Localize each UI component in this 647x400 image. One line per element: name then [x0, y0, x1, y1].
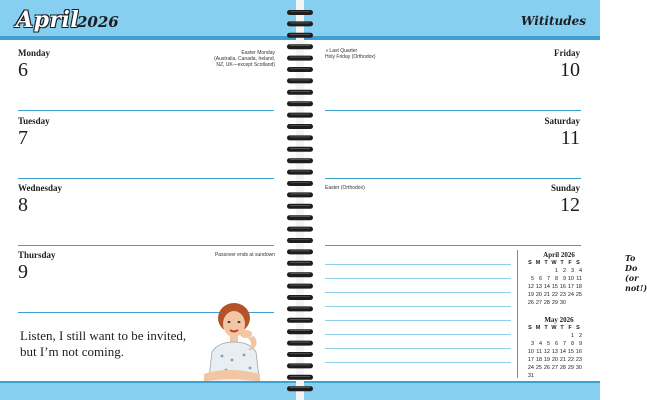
note-thursday: Passover ends at sundown — [214, 252, 275, 258]
spiral-ring — [287, 329, 313, 334]
spiral-binding — [284, 0, 316, 400]
calendar-day — [534, 373, 542, 380]
calendar-day: 9 — [578, 341, 582, 347]
note-monday: Easter Monday (Australia, Canada, Ireland, NZ, UK—except Scotland) — [214, 50, 275, 68]
calendar-day — [534, 333, 542, 340]
day-name-saturday: Saturday — [544, 116, 580, 126]
spiral-ring — [287, 249, 313, 254]
calendar-day: 10 — [567, 276, 574, 282]
day-number-saturday: 11 — [560, 127, 580, 149]
mini-calendar-title-april: April 2026 — [543, 251, 575, 259]
footer-band — [300, 381, 600, 400]
calendar-day: 4 — [578, 268, 582, 274]
weekday-header: T — [560, 325, 564, 331]
calendar-day: 14 — [559, 349, 566, 355]
weekday-header: T — [560, 260, 564, 266]
day-name-sunday: Sunday — [550, 183, 580, 193]
spiral-ring — [287, 386, 313, 391]
day-number-wednesday: 8 — [18, 194, 28, 216]
calendar-day — [574, 373, 582, 380]
calendar-day: 3 — [530, 341, 534, 347]
day-number-tuesday: 7 — [18, 127, 28, 149]
left-page — [0, 0, 300, 400]
calendar-day: 23 — [575, 357, 582, 363]
retro-woman-illustration — [198, 300, 278, 386]
calendar-day — [550, 333, 558, 340]
month-title: April — [16, 7, 80, 33]
divider — [18, 110, 274, 111]
calendar-day: 26 — [527, 300, 534, 306]
mini-calendar-april — [526, 260, 582, 307]
calendar-day: 8 — [554, 276, 558, 282]
calendar-day: 23 — [559, 292, 566, 298]
calendar-day: 20 — [535, 292, 542, 298]
calendar-day: 14 — [543, 284, 550, 290]
mini-calendar-may — [526, 325, 582, 380]
calendar-day: 27 — [551, 365, 558, 371]
calendar-day: 27 — [535, 300, 542, 306]
day-number-friday: 10 — [560, 59, 580, 81]
day-number-sunday: 12 — [560, 194, 580, 216]
spiral-ring — [287, 101, 313, 106]
spiral-ring — [287, 227, 313, 232]
day-number-thursday: 9 — [18, 261, 28, 283]
spiral-ring — [287, 44, 313, 49]
calendar-day — [542, 268, 550, 275]
calendar-day — [542, 333, 550, 340]
calendar-day: 28 — [543, 300, 550, 306]
calendar-day: 12 — [543, 349, 550, 355]
calendar-day: 10 — [527, 349, 534, 355]
weekday-header: S — [528, 260, 532, 266]
calendar-day: 2 — [578, 333, 582, 339]
divider — [325, 110, 581, 111]
calendar-day: 20 — [551, 357, 558, 363]
spiral-ring — [287, 113, 313, 118]
calendar-day — [526, 333, 534, 340]
spiral-ring — [287, 318, 313, 323]
calendar-day — [566, 300, 574, 307]
calendar-day: 21 — [543, 292, 550, 298]
spiral-ring — [287, 238, 313, 243]
todo-line[interactable] — [325, 320, 511, 321]
calendar-day: 26 — [543, 365, 550, 371]
note-friday: ◑ Last Quarter Holy Friday (Orthodox) — [325, 48, 376, 60]
calendar-day: 11 — [576, 276, 582, 282]
day-name-thursday: Thursday — [18, 250, 56, 260]
calendar-day: 24 — [567, 292, 574, 298]
todo-line[interactable] — [325, 278, 511, 279]
calendar-day: 13 — [535, 284, 542, 290]
weekday-header: W — [551, 260, 557, 266]
divider — [325, 178, 581, 179]
calendar-day: 7 — [546, 276, 550, 282]
weekday-header: S — [528, 325, 532, 331]
weekday-header: F — [568, 325, 572, 331]
weekday-header: F — [568, 260, 572, 266]
calendar-day: 5 — [530, 276, 534, 282]
right-page — [300, 0, 647, 400]
calendar-day: 17 — [527, 357, 534, 363]
calendar-day — [542, 373, 550, 380]
calendar-day: 9 — [562, 276, 566, 282]
calendar-day — [550, 373, 558, 380]
day-name-tuesday: Tuesday — [18, 116, 50, 126]
todo-title: To Do (or not!) — [625, 253, 647, 293]
brand-title: Wititudes — [521, 14, 586, 28]
calendar-day — [558, 333, 566, 340]
calendar-day: 16 — [559, 284, 566, 290]
calendar-day: 16 — [575, 349, 582, 355]
calendar-day: 2 — [562, 268, 566, 274]
calendar-day: 12 — [527, 284, 534, 290]
note-sunday: Easter (Orthodox) — [325, 185, 365, 191]
calendar-day: 6 — [538, 276, 542, 282]
spiral-ring — [287, 135, 313, 140]
calendar-day — [534, 268, 542, 275]
weekday-header: M — [535, 325, 541, 331]
spiral-ring — [287, 272, 313, 277]
year-title: 2026 — [77, 13, 119, 31]
todo-line[interactable] — [325, 264, 511, 265]
calendar-day: 7 — [562, 341, 566, 347]
calendar-day: 6 — [554, 341, 558, 347]
calendar-day: 19 — [527, 292, 534, 298]
calendar-day: 25 — [535, 365, 542, 371]
calendar-day: 25 — [575, 292, 582, 298]
mini-calendar-title-may: May 2026 — [544, 316, 574, 324]
column-divider — [517, 250, 518, 378]
spiral-ring — [287, 204, 313, 209]
todo-line[interactable] — [325, 306, 511, 307]
spiral-ring — [287, 56, 313, 61]
calendar-day: 3 — [570, 268, 574, 274]
spiral-ring — [287, 363, 313, 368]
spiral-ring — [287, 352, 313, 357]
spiral-ring — [287, 158, 313, 163]
spiral-ring — [287, 284, 313, 289]
quote-text: Listen, I still want to be invited, but I’m not coming. — [20, 328, 187, 359]
calendar-day: 1 — [570, 333, 574, 339]
day-number-monday: 6 — [18, 59, 28, 81]
todo-line[interactable] — [325, 348, 511, 349]
spiral-ring — [287, 78, 313, 83]
spiral-ring — [287, 21, 313, 26]
spiral-ring — [287, 124, 313, 129]
calendar-day: 18 — [575, 284, 582, 290]
spiral-ring — [287, 261, 313, 266]
divider — [18, 178, 274, 179]
calendar-day: 28 — [559, 365, 566, 371]
day-name-friday: Friday — [554, 48, 580, 58]
calendar-day — [526, 268, 534, 275]
calendar-day: 22 — [567, 357, 574, 363]
todo-line[interactable] — [325, 292, 511, 293]
spiral-ring — [287, 215, 313, 220]
calendar-day: 22 — [551, 292, 558, 298]
weekday-header: M — [535, 260, 541, 266]
divider — [325, 245, 581, 246]
spiral-ring — [287, 181, 313, 186]
calendar-day: 17 — [567, 284, 574, 290]
spiral-ring — [287, 170, 313, 175]
calendar-day: 31 — [527, 373, 534, 379]
spiral-ring — [287, 341, 313, 346]
day-name-monday: Monday — [18, 48, 51, 58]
calendar-day: 30 — [575, 365, 582, 371]
spiral-ring — [287, 10, 313, 15]
calendar-day: 8 — [570, 341, 574, 347]
calendar-day: 30 — [559, 300, 566, 306]
weekday-header: S — [576, 325, 580, 331]
calendar-day: 15 — [551, 284, 558, 290]
calendar-day: 5 — [546, 341, 550, 347]
spiral-ring — [287, 147, 313, 152]
day-name-wednesday: Wednesday — [18, 183, 63, 193]
calendar-day: 18 — [535, 357, 542, 363]
spiral-ring — [287, 67, 313, 72]
spiral-ring — [287, 192, 313, 197]
weekday-header: T — [544, 325, 548, 331]
calendar-day — [574, 300, 582, 307]
calendar-day: 19 — [543, 357, 550, 363]
calendar-day: 29 — [567, 365, 574, 371]
todo-line[interactable] — [325, 334, 511, 335]
spiral-ring — [287, 306, 313, 311]
divider — [18, 245, 274, 246]
calendar-day: 13 — [551, 349, 558, 355]
calendar-day: 11 — [536, 349, 542, 355]
calendar-day: 21 — [559, 357, 566, 363]
weekday-header: W — [551, 325, 557, 331]
calendar-day: 15 — [567, 349, 574, 355]
spiral-ring — [287, 375, 313, 380]
calendar-day: 29 — [551, 300, 558, 306]
spiral-ring — [287, 90, 313, 95]
calendar-day: 1 — [554, 268, 558, 274]
todo-line[interactable] — [325, 362, 511, 363]
spiral-ring — [287, 33, 313, 38]
footer-band — [0, 381, 300, 400]
spiral-ring — [287, 295, 313, 300]
calendar-day — [566, 373, 574, 380]
weekday-header: T — [544, 260, 548, 266]
calendar-day: 4 — [538, 341, 542, 347]
calendar-day — [558, 373, 566, 380]
calendar-day: 24 — [527, 365, 534, 371]
weekday-header: S — [576, 260, 580, 266]
